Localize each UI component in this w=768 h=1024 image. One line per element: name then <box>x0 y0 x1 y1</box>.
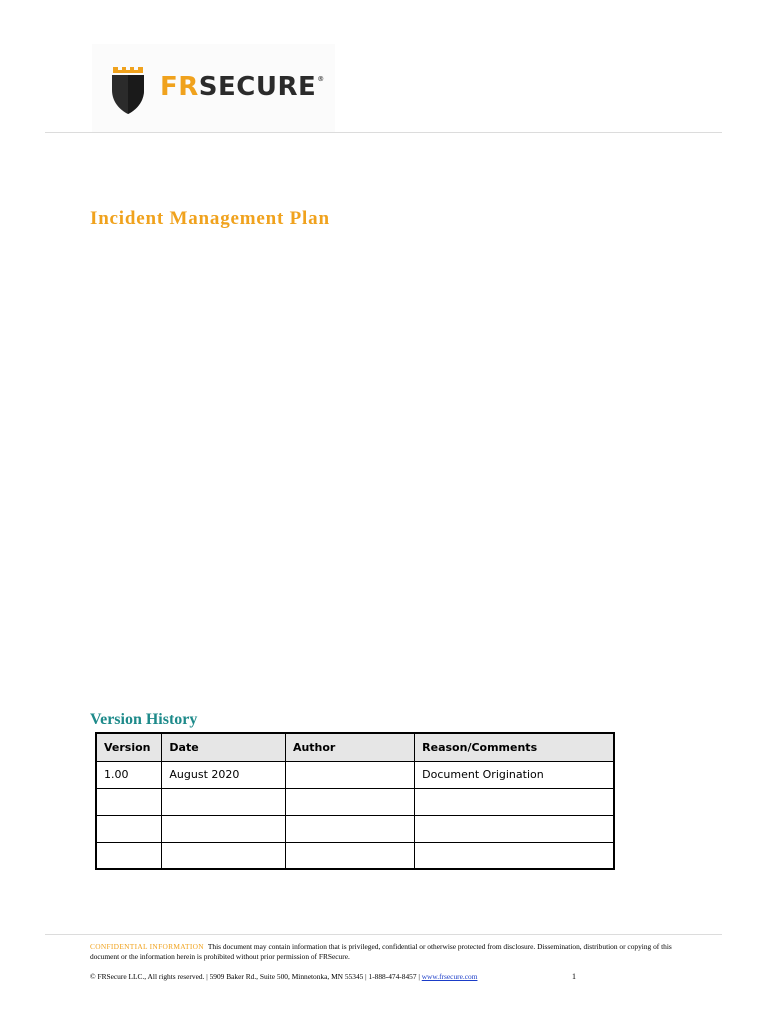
version-history-heading: Version History <box>90 711 198 728</box>
website-link[interactable]: www.frsecure.com <box>421 972 478 981</box>
cell-version <box>96 815 162 842</box>
table-row <box>96 815 614 842</box>
cell-date <box>162 788 286 815</box>
document-title: Incident Management Plan <box>90 208 330 229</box>
table-row <box>96 788 614 815</box>
registered-mark: ® <box>317 75 325 83</box>
column-header-date: Date <box>162 733 286 761</box>
table-row <box>96 842 614 869</box>
cell-reason <box>415 842 614 869</box>
cell-author <box>285 815 414 842</box>
cell-version: 1.00 <box>96 761 162 788</box>
table-header-row <box>96 733 614 761</box>
cell-author <box>285 842 414 869</box>
table-row <box>96 761 614 788</box>
footer-divider <box>45 934 722 935</box>
cell-author <box>285 788 414 815</box>
page-number: 1 <box>572 972 576 981</box>
cell-author <box>285 761 414 788</box>
cell-date: August 2020 <box>162 761 286 788</box>
company-logo <box>92 44 335 132</box>
castle-shield-icon <box>110 64 146 116</box>
cell-reason: Document Origination <box>415 761 614 788</box>
cell-reason <box>415 788 614 815</box>
logo-wordmark <box>160 74 325 100</box>
column-header-reason: Reason/Comments <box>415 733 614 761</box>
footer-contact <box>90 972 477 981</box>
confidential-label: CONFIDENTIAL INFORMATION <box>90 942 204 951</box>
cell-version <box>96 842 162 869</box>
version-history-table <box>95 732 615 870</box>
cell-version <box>96 788 162 815</box>
logo-prefix: FR <box>160 72 199 102</box>
column-header-version: Version <box>96 733 162 761</box>
cell-date <box>162 842 286 869</box>
confidential-text: This document may contain information that is privileged, confidential or otherwise protected from disclosure. Dissemination, distribution or copying of this document or the information herein is prohibited without prior permission of FRSecure. <box>90 942 672 961</box>
footer-contact-text: © FRSecure LLC., All rights reserved. | 5909 Baker Rd., Suite 500, Minnetonka, MN 55345 | 1-888-474-8457 | <box>90 972 422 981</box>
header-divider <box>45 132 722 133</box>
cell-reason <box>415 815 614 842</box>
cell-date <box>162 815 286 842</box>
column-header-author: Author <box>285 733 414 761</box>
confidentiality-notice <box>90 942 685 962</box>
logo-suffix: SECURE <box>198 72 317 102</box>
